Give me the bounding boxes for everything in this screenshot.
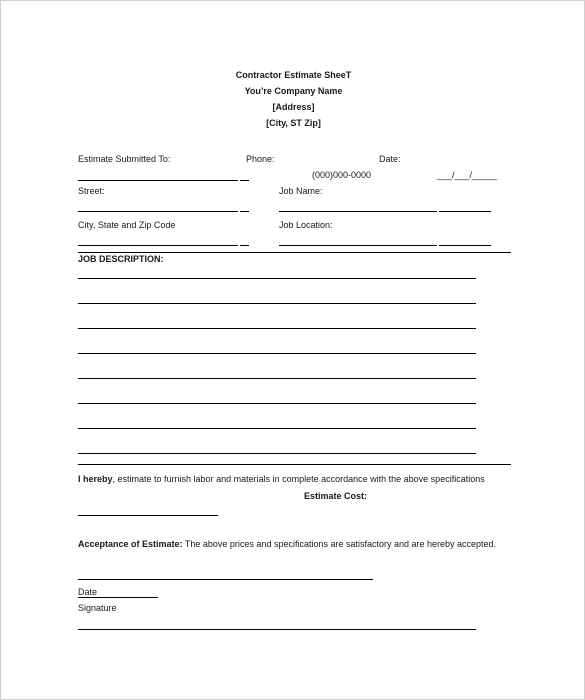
date-value[interactable]: ___/___/_____ <box>437 170 498 180</box>
street-label: Street: <box>78 186 105 196</box>
date-label: Date: <box>379 154 401 164</box>
acceptance-signature-line[interactable] <box>78 579 373 580</box>
job-description-line[interactable] <box>78 403 476 404</box>
document-title: Contractor Estimate SheeT <box>235 70 352 80</box>
job-description-line[interactable] <box>78 303 476 304</box>
section-divider-middle <box>78 464 511 465</box>
job-location-label: Job Location: <box>279 220 333 230</box>
street-line[interactable] <box>78 211 238 212</box>
job-location-line[interactable] <box>279 245 437 246</box>
date-signoff-line[interactable] <box>78 597 158 598</box>
acceptance-text: The above prices and specifications are satisfactory and are hereby accepted. <box>184 539 497 549</box>
estimate-statement <box>78 474 485 484</box>
city-state-zip-line[interactable] <box>78 245 238 246</box>
job-description-line[interactable] <box>78 428 476 429</box>
company-city-state-zip: [City, ST Zip] <box>266 118 321 128</box>
job-description-line[interactable] <box>78 278 476 279</box>
phone-value[interactable]: (000)000-0000 <box>312 170 372 180</box>
submitted-to-line-tail <box>240 180 249 181</box>
date-signoff-label: Date <box>78 587 98 597</box>
job-description-line[interactable] <box>78 328 476 329</box>
job-name-label: Job Name: <box>279 186 323 196</box>
signature-line[interactable] <box>78 629 476 630</box>
phone-label: Phone: <box>246 154 275 164</box>
estimate-statement-bold: I hereby <box>78 474 113 484</box>
job-description-line[interactable] <box>78 353 476 354</box>
estimate-submitted-to-label: Estimate Submitted To: <box>78 154 171 164</box>
city-state-zip-label: City, State and Zip Code <box>78 220 176 230</box>
job-description-line[interactable] <box>78 453 476 454</box>
acceptance-label: Acceptance of Estimate: <box>78 539 183 549</box>
estimate-cost-line[interactable] <box>78 515 218 516</box>
job-name-line-tail <box>439 211 491 212</box>
street-line-tail <box>240 211 249 212</box>
estimate-statement-text: , estimate to furnish labor and materials in complete accordance with the above specifications <box>112 474 485 484</box>
signature-label: Signature <box>78 603 117 613</box>
estimate-cost-label: Estimate Cost: <box>304 491 368 501</box>
job-description-label: JOB DESCRIPTION: <box>78 254 164 264</box>
section-divider-top <box>78 252 511 253</box>
job-description-line[interactable] <box>78 378 476 379</box>
city-state-zip-line-tail <box>240 245 249 246</box>
job-name-line[interactable] <box>279 211 437 212</box>
acceptance-statement <box>78 539 496 549</box>
company-address: [Address] <box>272 102 315 112</box>
company-name: You’re Company Name <box>244 86 343 96</box>
job-location-line-tail <box>439 245 491 246</box>
submitted-to-line[interactable] <box>78 180 238 181</box>
